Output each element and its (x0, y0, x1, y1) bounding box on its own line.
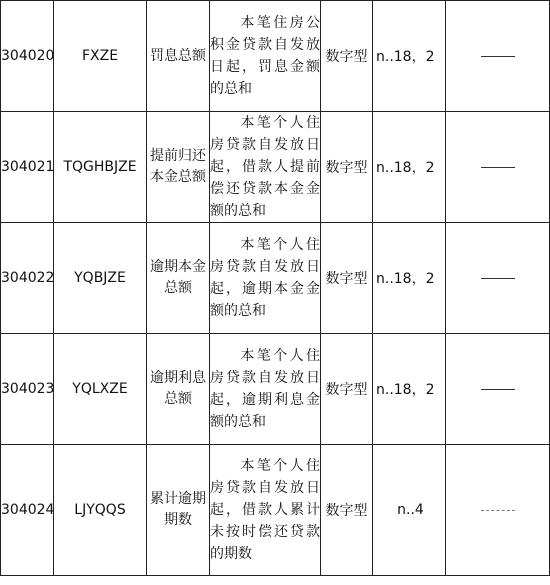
element-code: 304021 (1, 112, 54, 223)
element-identifier: FXZE (54, 1, 147, 112)
table-row (1, 445, 550, 576)
element-format: n..18，2 (373, 223, 446, 334)
element-data-type: 数字型 (321, 445, 373, 576)
element-format: n..18，2 (373, 334, 446, 445)
element-format: n..18，2 (373, 112, 446, 223)
element-code: 304023 (1, 334, 54, 445)
element-format: n..4 (373, 445, 446, 576)
description-text: 本笔个人住房贷款自发放日起，借款人累计未按时偿还贷款的期数 (210, 458, 320, 562)
element-data-type: 数字型 (321, 223, 373, 334)
element-description (210, 112, 321, 223)
element-description (210, 334, 321, 445)
remark-dash (481, 278, 515, 279)
element-remark (446, 1, 550, 112)
element-identifier: YQLXZE (54, 334, 147, 445)
element-format: n..18，2 (373, 1, 446, 112)
remark-dash (481, 510, 515, 511)
element-chinese-name: 逾期本金总额 (147, 223, 210, 334)
description-text: 本笔个人住房贷款自发放日起，逾期利息金额的总和 (210, 348, 320, 430)
element-chinese-name: 提前归还本金总额 (147, 112, 210, 223)
element-remark (446, 223, 550, 334)
element-remark (446, 334, 550, 445)
element-remark (446, 445, 550, 576)
description-text: 本笔个人住房贷款自发放日起，逾期本金金额的总和 (210, 237, 320, 319)
element-description (210, 445, 321, 576)
element-chinese-name: 罚息总额 (147, 1, 210, 112)
element-code: 304022 (1, 223, 54, 334)
remark-dash (481, 56, 515, 57)
element-code: 304024 (1, 445, 54, 576)
remark-dash (481, 167, 515, 168)
table-row (1, 334, 550, 445)
table-row (1, 1, 550, 112)
element-identifier: YQBJZE (54, 223, 147, 334)
remark-dash (481, 389, 515, 390)
element-code: 304020 (1, 1, 54, 112)
description-text: 本笔住房公积金贷款自发放日起，罚息金额的总和 (210, 15, 320, 97)
element-chinese-name: 累计逾期期数 (147, 445, 210, 576)
table-row (1, 223, 550, 334)
element-data-type: 数字型 (321, 334, 373, 445)
element-description (210, 1, 321, 112)
element-chinese-name: 逾期利息总额 (147, 334, 210, 445)
element-data-type: 数字型 (321, 112, 373, 223)
table-row (1, 112, 550, 223)
element-identifier: LJYQQS (54, 445, 147, 576)
description-text: 本笔个人住房贷款自发放日起，借款人提前偿还贷款本金金额的总和 (210, 115, 320, 219)
element-remark (446, 112, 550, 223)
element-description (210, 223, 321, 334)
element-data-type: 数字型 (321, 1, 373, 112)
element-identifier: TQGHBJZE (54, 112, 147, 223)
